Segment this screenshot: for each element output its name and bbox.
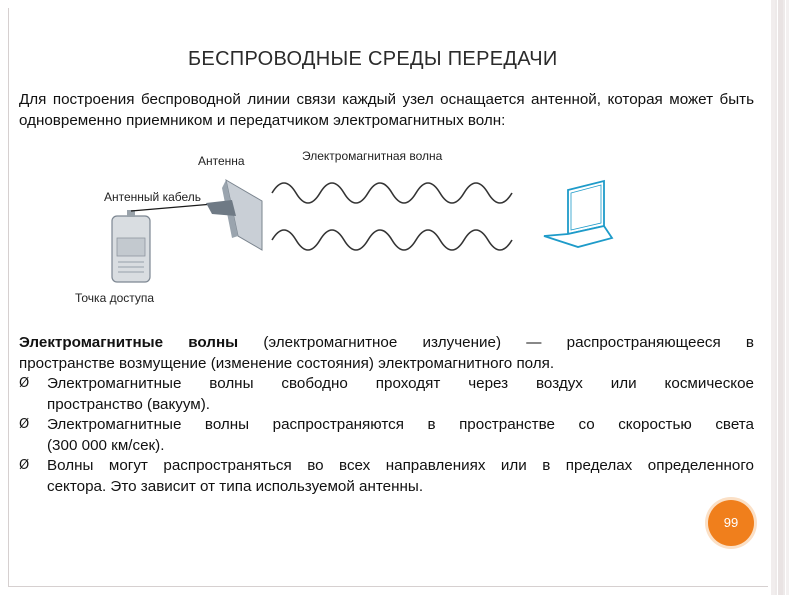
bullet-item (19, 374, 754, 415)
intro-paragraph: Для построения беспроводной линии связи каждый узел оснащается антенной, которая может быть одновременно приемником и передатчиком электромагнитных волн: (19, 91, 754, 129)
definition-line-2: пространстве возмущение (изменение состояния) электромагнитного поля. (19, 354, 555, 372)
slide-frame-left (8, 8, 10, 586)
bullet-item (19, 415, 754, 456)
decorative-rails (768, 0, 794, 595)
antenna-icon (206, 180, 262, 250)
page-number-badge: 99 (708, 500, 754, 546)
laptop-icon (544, 181, 612, 247)
wave-label: Электромагнитная волна (302, 149, 443, 163)
em-wave-bottom (272, 230, 512, 250)
access-point-label: Точка доступа (75, 291, 155, 305)
slide-title: БЕСПРОВОДНЫЕ СРЕДЫ ПЕРЕДАЧИ (188, 48, 558, 70)
bullet-line: сектора. Это зависит от типа используемой антенны. (47, 477, 424, 495)
antenna-cable (131, 204, 213, 211)
bullet-line: Электромагнитные волны распространяются в пространстве со скоростью света (47, 416, 754, 433)
em-wave-top (272, 183, 512, 203)
bullet-line: (300 000 км/сек). (47, 436, 165, 454)
bullet-arrow-icon: Ø (19, 458, 30, 473)
cable-label: Антенный кабель (104, 190, 202, 204)
bullet-line: Электромагнитные волны свободно проходят через воздух или космическое (47, 375, 754, 392)
definition-block (19, 333, 754, 497)
bullet-arrow-icon: Ø (19, 417, 30, 432)
definition-term: Электромагнитные волны (19, 334, 239, 351)
access-point-icon (112, 210, 150, 282)
antenna-label: Антенна (198, 154, 245, 168)
definition-line-1 (19, 333, 754, 354)
slide-frame-bottom (8, 586, 768, 587)
bullet-item (19, 456, 754, 497)
definition-rest: (электромагнитное излучение) — распространяющееся в (238, 334, 754, 351)
bullet-arrow-icon: Ø (19, 376, 30, 391)
bullet-line: Волны могут распространяться во всех направлениях или в пределах определенного (47, 457, 754, 474)
bullet-line: пространство (вакуум). (47, 395, 211, 413)
